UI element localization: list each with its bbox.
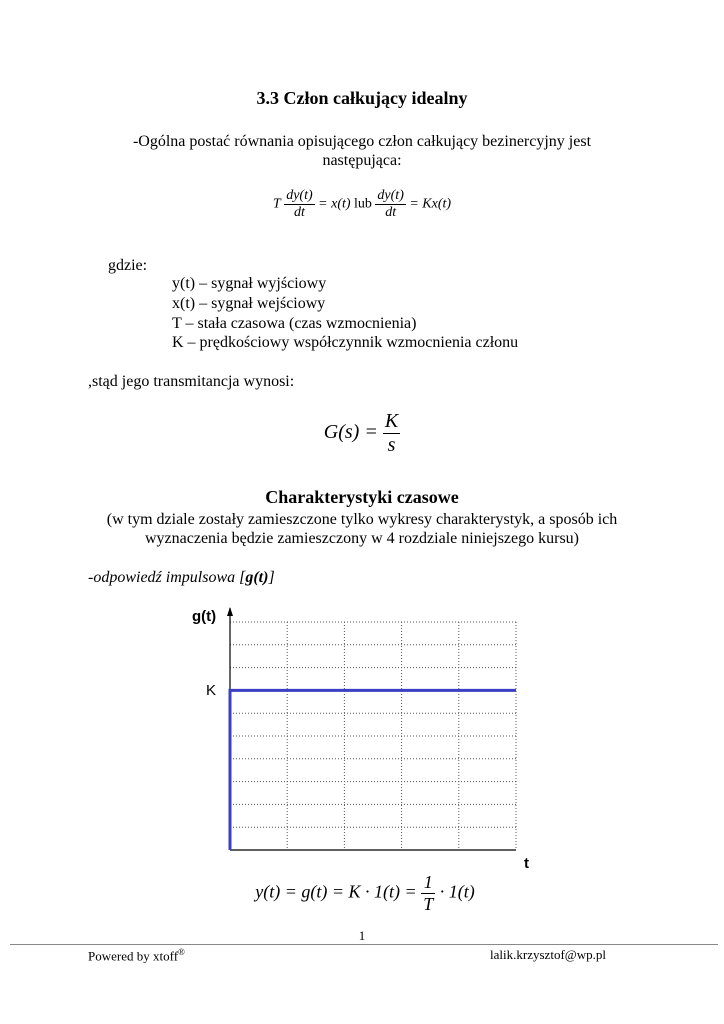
definition-4: K – prędkościowy współczynnik wzmocnienia członu (172, 334, 519, 351)
eq2-fraction: $\frac{1}{T}$ (423, 872, 434, 914)
eq1-fraction-1: $\frac{dy(t)}{dt}$ (286, 188, 313, 220)
eq2-lhs: y(t) = g(t) = K · 1(t) = (255, 881, 417, 902)
impulse-label: -odpowiedź impulsowa [g(t)] (88, 569, 275, 586)
intro-line-1: -Ogólna postać równania opisującego człon całkujący bezinercyjny jest (132, 133, 592, 150)
definition-2: x(t) – sygnał wejściowy (172, 295, 326, 312)
time-note-1: (w tym dziale zostały zamieszczone tylko wykresy charakterystyk, a sposób ich (106, 511, 618, 528)
eq2-rhs: · 1(t) (439, 881, 475, 902)
section-title: 3.3 Człon całkujący idealny (256, 88, 468, 108)
intro-line-2: następująca: (322, 152, 402, 169)
transfer-function (0, 410, 724, 457)
definition-1: y(t) – sygnał wyjściowy (172, 275, 327, 292)
chart-xlabel: t (524, 855, 529, 872)
series-line-g(t) (230, 690, 516, 850)
time-note-2: wyznaczenia będzie zamieszczony w 4 rozdziale niniejszego kursu) (144, 530, 579, 547)
transfer-intro: ,stąd jego transmitancja wynosi: (88, 373, 295, 390)
eq1-lub: lub (354, 196, 372, 212)
definition-3: T – stała czasowa (czas wzmocnienia) (172, 315, 417, 332)
eq1-fraction-2: $\frac{dy(t)}{dt}$ (377, 188, 404, 220)
equation-1 (0, 188, 724, 221)
footer-divider (10, 944, 718, 945)
where-label: gdzie: (108, 257, 148, 274)
footer-email: lalik.krzysztof@wp.pl (490, 947, 606, 962)
footer-left: Powered by xtoff® (88, 947, 185, 964)
impulse-chart (200, 600, 530, 870)
eq1-rhs-2: = Kx(t) (409, 196, 452, 212)
impulse-symbol: g(t) (245, 569, 269, 586)
equation-2 (0, 872, 724, 915)
chart-k-label: K (206, 682, 217, 699)
time-title: Charakterystyki czasowe (265, 487, 459, 507)
transfer-fraction: $\frac{K}{s}$ (384, 410, 399, 456)
page-number: 1 (358, 928, 366, 943)
chart-ylabel: g(t) (192, 608, 217, 625)
transfer-lhs: G(s) = (323, 421, 378, 444)
y-axis-arrow-icon (227, 607, 233, 616)
eq1-T: T (272, 196, 281, 212)
eq1-rhs-1: = x(t) (318, 196, 351, 212)
